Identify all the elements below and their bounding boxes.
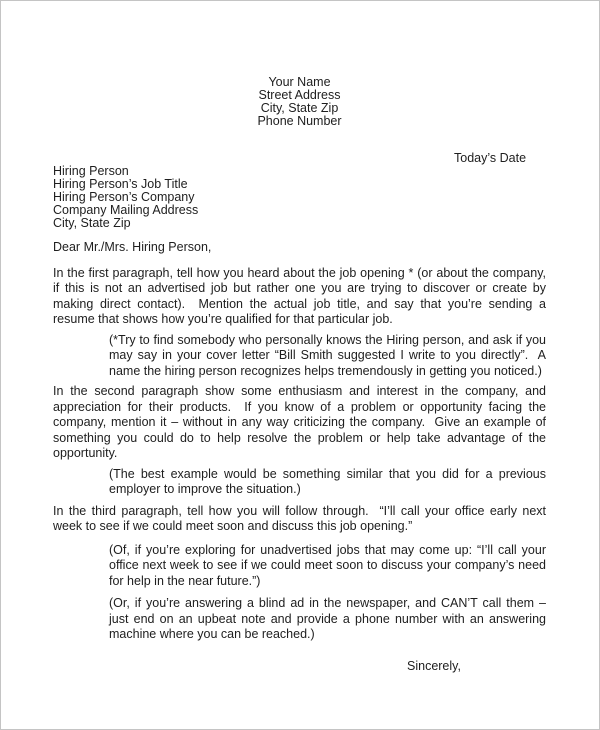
body-paragraph-3: In the second paragraph show some enthusiasm and interest in the company, and appreciation for their products. If you know of a problem or opportunity facing the company, mention it – without in any way criticizing the company. Give an example of something you could do to help resolve the problem or help take advantage of the opportunity. (53, 384, 550, 460)
recipient-name: Hiring Person (53, 164, 129, 178)
recipient-address-block (53, 165, 546, 230)
date-line: Today’s Date (454, 151, 527, 165)
sender-address-block (53, 76, 546, 128)
sender-street: Street Address (258, 88, 341, 102)
body-paragraph-2-indented-note: (*Try to find somebody who personally knows the Hiring person, and ask if you may say in your cover letter “Bill Smith suggested I write to you directly”. A name the hiring person recognizes helps tremendously in getting you noticed.) (109, 332, 550, 378)
sender-phone: Phone Number (257, 114, 342, 128)
recipient-company: Hiring Person’s Company (53, 190, 195, 204)
body-paragraph-6-indented-note: (Of, if you’re exploring for unadvertised jobs that may come up: “I’ll call your office next week to see if we could meet soon to discuss your company’s need for help in the near future.”) (109, 542, 550, 588)
salutation: Dear Mr./Mrs. Hiring Person, (53, 240, 212, 254)
sender-city-state-zip: City, State Zip (260, 101, 339, 115)
body-paragraph-5: In the third paragraph, tell how you will follow through. “I’ll call your office early next week to see if we could meet soon and discuss this job opening.” (53, 503, 550, 533)
recipient-mailing-address: Company Mailing Address (53, 203, 199, 217)
sender-name: Your Name (268, 75, 331, 89)
body-paragraph-4-indented-note: (The best example would be something similar that you did for a previous employer to improve the situation.) (109, 466, 550, 496)
body-paragraph-1: In the first paragraph, tell how you heard about the job opening * (or about the company, if this is not an advertised job but rather one you are trying to discover or create by making direct contact). Mention the actual job title, and say that you’re sending a resume that shows how you’re qualified for that particular job. (53, 265, 550, 326)
recipient-city-state-zip: City, State Zip (53, 216, 131, 230)
recipient-job-title: Hiring Person’s Job Title (53, 177, 188, 191)
body-paragraph-7-indented-note: (Or, if you’re answering a blind ad in the newspaper, and CAN’T call them – just end on an upbeat note and provide a phone number with an answering machine where you can be reached.) (109, 596, 550, 641)
closing-sincerely: Sincerely, (407, 658, 461, 673)
